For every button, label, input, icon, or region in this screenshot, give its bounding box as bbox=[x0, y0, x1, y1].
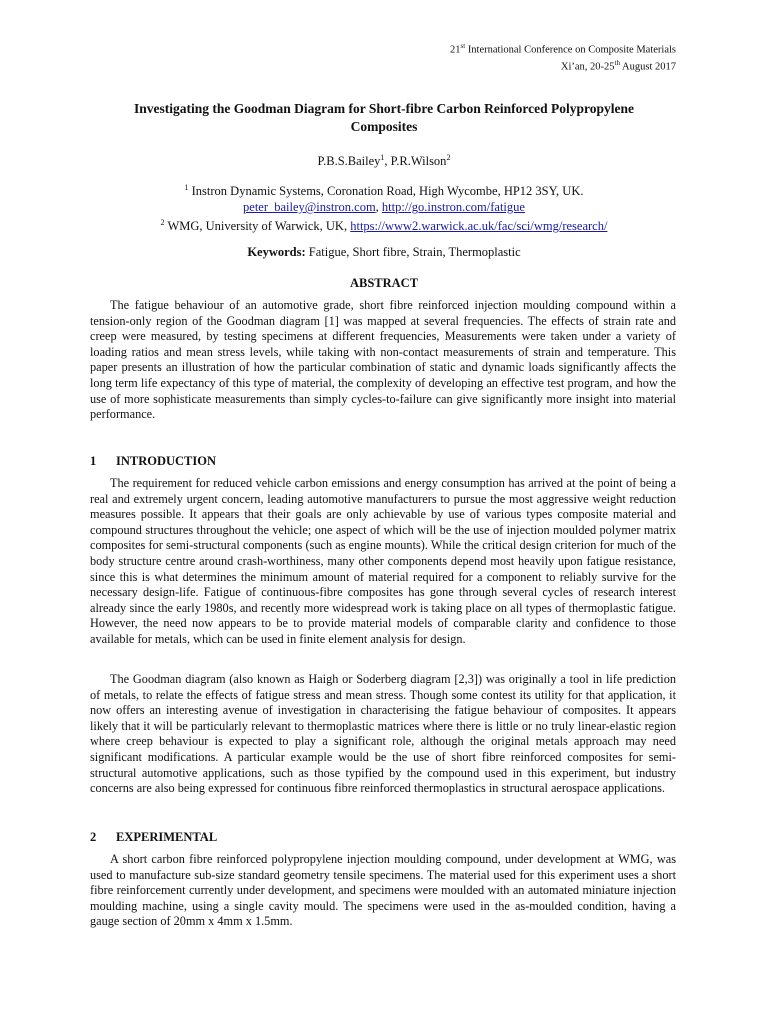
wmg-url-link[interactable]: https://www2.warwick.ac.uk/fac/sci/wmg/research/ bbox=[350, 219, 608, 234]
affiliation-1: $^1$ Instron Dynamic Systems, Coronation Road, High Wycombe, HP12 3SY, UK. bbox=[184, 183, 584, 199]
conference-name: 21st International Conference on Composite Materials bbox=[450, 42, 676, 56]
paper-title-line-2: Composites bbox=[350, 119, 418, 134]
paper-title bbox=[80, 100, 688, 136]
author-email-link[interactable]: peter_bailey@instron.com bbox=[243, 200, 376, 215]
fatigue-url-link[interactable]: http://go.instron.com/fatigue bbox=[381, 200, 525, 215]
author-2: P.R.Wilson bbox=[390, 154, 447, 169]
affiliation-2: $^2$ WMG, University of Warwick, UK, https://www2.warwick.ac.uk/fac/sci/wmg/research/ bbox=[160, 218, 608, 234]
intro-paragraph-1: The requirement for reduced vehicle carbon emissions and energy consumption has arrived at the point of being a real and extremely urgent concern, leading automotive manufacturers to pursue the most aggressive weight reduction measures possible. It appears that their goals are only achievable by use of various types composite material and compound structures throughout the vehicle; one aspect of which will be the use of injection moulded polymer matrix composites for semi-structural components (such as engine mounts). While the critical design criterion for much of the body structure centre around crash-worthiness, many other components depend most heavily upon fatigue resistance, since this is what determines the minimum amount of material required for a component to reliably survive for the necessary design-life. Fatigue of continuous-fibre composites has gone through several cycles of research interest already since the early 1980s, and recently more widespread work is taking place on all types of thermoplastic fatigue. However, the need now appears to be to provide material models of comparable clarity and confidence to those available for metals, which can be used in finite element analysis for design. bbox=[90, 476, 676, 646]
abstract-heading: ABSTRACT bbox=[349, 276, 419, 290]
section-heading-experimental: 2 EXPERIMENTAL bbox=[90, 830, 218, 844]
intro-paragraph-2: The Goodman diagram (also known as Haigh or Soderberg diagram [2,3]) was originally a tool in life prediction of metals, to relate the effects of fatigue stress and mean stress. Though some contest its utility for that application, it now offers an interesting avenue of investigation in characterising the fatigue behaviour of composites. It appears likely that it will be particularly relevant to thermoplastic matrices where there is little or no truly linear-elastic region where creep behaviour is expected to play a significant role, although the original metals approach may need significant modifications. A particular example would be the use of short fibre reinforced composites for semi-structural automotive applications, such as those typified by the compound used in this experiment, but industry concerns are also being expressed for continuous fibre reinforced thermoplastics in structural aerospace applications. bbox=[90, 672, 676, 796]
author-1: P.B.S.Bailey bbox=[317, 154, 381, 169]
author-list: P.B.S.Bailey$^1$, P.R.Wilson$^2$ bbox=[317, 153, 451, 169]
affiliation-1-links: peter_bailey@instron.com, http://go.instron.com/fatigue bbox=[243, 200, 525, 215]
conference-location-date: Xi’an, 20-25th August 2017 bbox=[560, 58, 676, 72]
experimental-paragraph-1: A short carbon fibre reinforced polypropylene injection moulding compound, under development at WMG, was used to manufacture sub-size standard geometry tensile specimens. The material used for this experiment uses a short fibre reinforcement currently under development, and specimens were moulded with an automated miniature injection moulding machine, using a single cavity mould. The specimens were used in the as-moulded condition, having a gauge section of 20mm x 4mm x 1.5mm. bbox=[90, 852, 676, 929]
section-heading-introduction: 1 INTRODUCTION bbox=[90, 454, 217, 468]
affiliations bbox=[80, 180, 688, 234]
keywords-label: Keywords: bbox=[247, 245, 306, 259]
abstract-paragraph: The fatigue behaviour of an automotive grade, short fibre reinforced injection moulding compound within a tension-only region of the Goodman diagram [1] was mapped at several frequencies. The effects of strain rate and creep were measured, by testing specimens at different frequencies, Measurements were taken under a variety of loading ratios and mean stress levels, while taking with non-contact measurements of strain and temperature. This paper presents an illustration of how the particular combination of static and dynamic loads significantly affects the long term life expectancy of this type of material, the complexity of developing an effective test program, and how the use of more sophisticate measurements than simply cycles-to-failure can give significantly more insight into material performance. bbox=[90, 298, 676, 422]
conference-header bbox=[450, 40, 676, 73]
paper-title-line-1: Investigating the Goodman Diagram for Short-fibre Carbon Reinforced Polypropylene bbox=[134, 101, 634, 116]
keywords bbox=[80, 244, 688, 260]
keywords-text: Fatigue, Short fibre, Strain, Thermoplastic bbox=[305, 245, 521, 259]
